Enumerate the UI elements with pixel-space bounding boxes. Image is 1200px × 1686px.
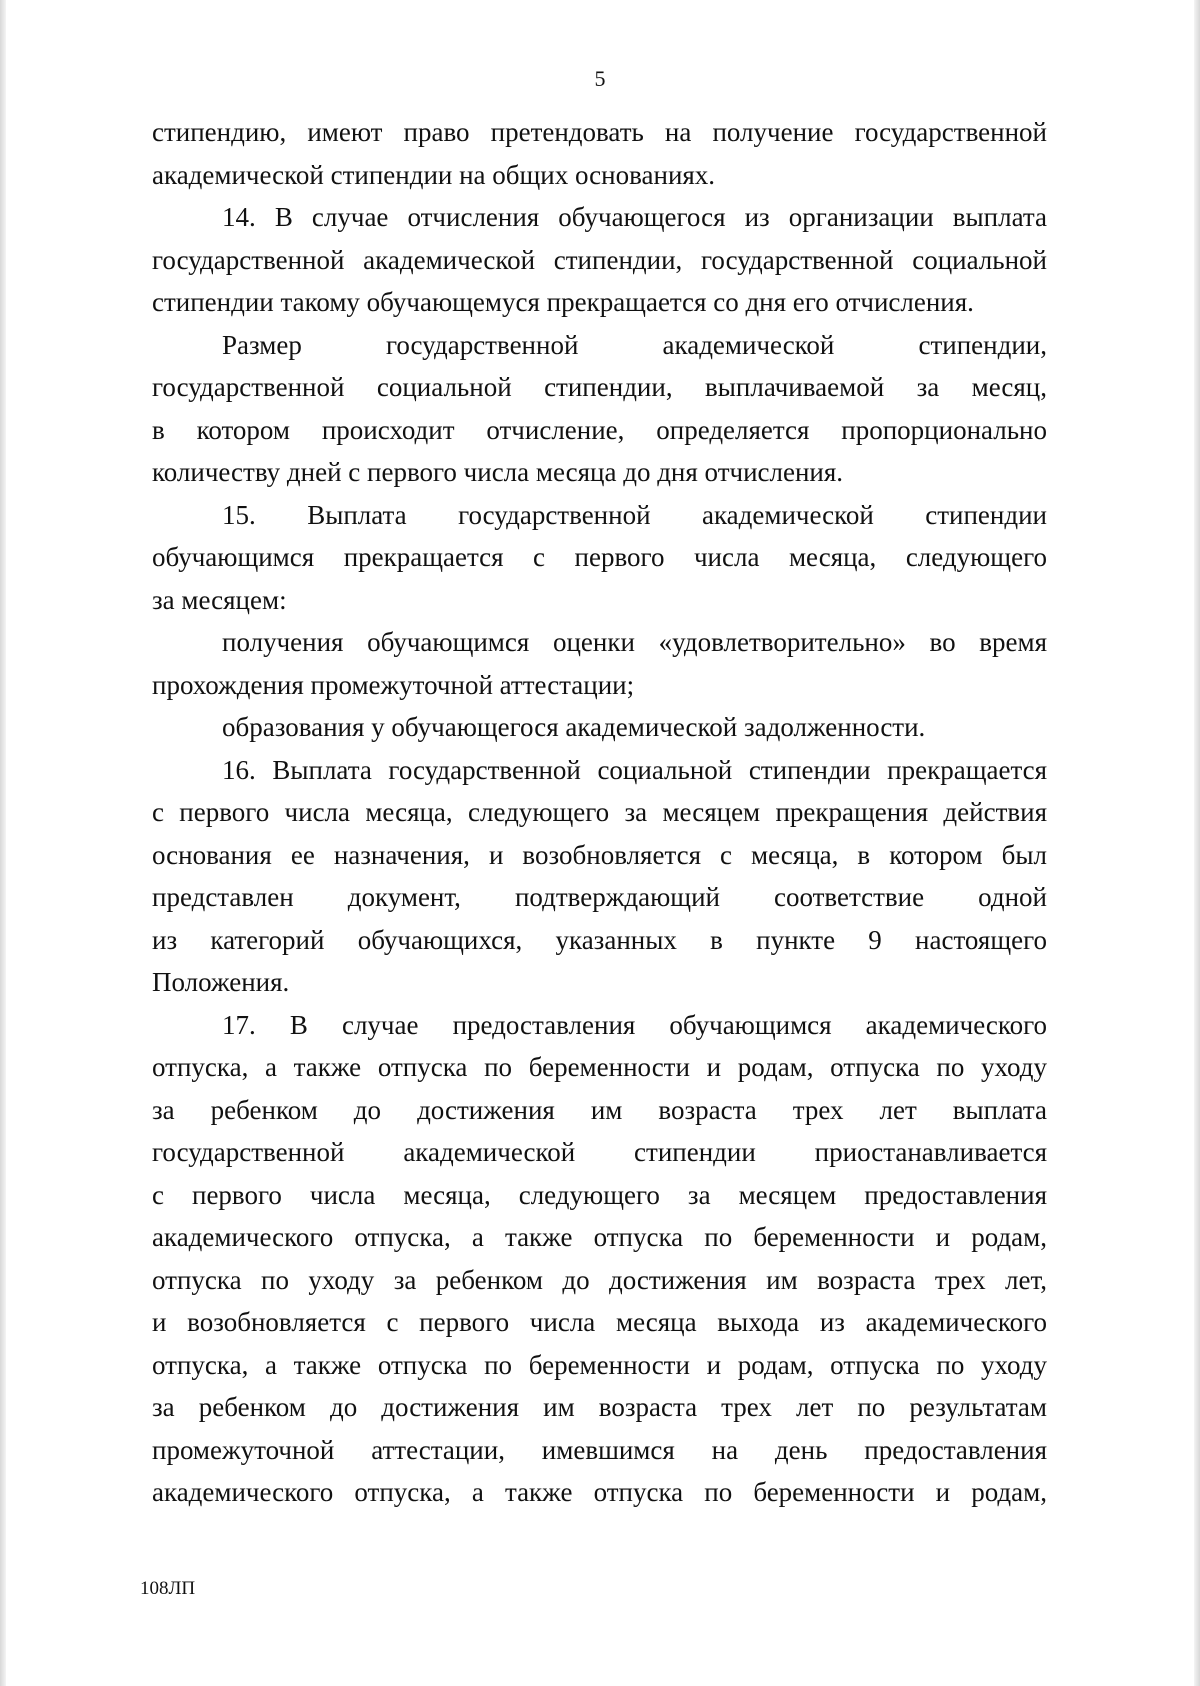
paragraph xyxy=(152,706,1047,749)
text-line: академического отпуска, а также отпуска по беременности и родам, xyxy=(152,1222,1047,1252)
paragraph xyxy=(152,324,1047,494)
paragraph xyxy=(152,1004,1047,1514)
text-line: 17. В случае предоставления обучающимся академического xyxy=(222,1009,1047,1040)
scan-left-edge xyxy=(0,0,6,1686)
page-number: 5 xyxy=(594,66,606,91)
document-body xyxy=(152,111,1047,1514)
text-line: за ребенком до достижения им возраста трех лет выплата xyxy=(152,1094,1047,1125)
text-line: обучающимся прекращается с первого числа месяца, следующего xyxy=(152,542,1047,572)
paragraph xyxy=(152,196,1047,324)
text-line: государственной академической стипендии приостанавливается xyxy=(152,1137,1047,1167)
paragraph xyxy=(152,494,1047,622)
text-line: в котором происходит отчисление, определяется пропорционально xyxy=(152,414,1047,445)
text-line: получения обучающимся оценки «удовлетворительно» во время xyxy=(222,627,1047,657)
paragraph xyxy=(152,749,1047,1004)
text-line: основания ее назначения, и возобновляется с месяца, в котором был xyxy=(152,839,1047,870)
paragraph xyxy=(152,621,1047,706)
text-line: количеству дней с первого числа месяца до дня отчисления. xyxy=(152,457,844,487)
text-line: прохождения промежуточной аттестации; xyxy=(152,669,635,700)
text-line: отпуска, а также отпуска по беременности и родам, отпуска по уходу xyxy=(152,1349,1047,1380)
text-line: отпуска, а также отпуска по беременности и родам, отпуска по уходу xyxy=(152,1052,1047,1082)
text-line: с первого числа месяца, следующего за месяцем предоставления xyxy=(152,1179,1047,1210)
text-line: академического отпуска, а также отпуска по беременности и родам, xyxy=(152,1477,1047,1507)
text-line: отпуска по уходу за ребенком до достижения им возраста трех лет, xyxy=(152,1264,1047,1295)
text-line: 15. Выплата государственной академической стипендии xyxy=(222,499,1047,530)
text-line: и возобновляется с первого числа месяца выхода из академического xyxy=(152,1307,1047,1337)
text-line: стипендию, имеют право претендовать на получение государственной xyxy=(152,117,1047,147)
text-line: за ребенком до достижения им возраста трех лет по результатам xyxy=(152,1392,1047,1422)
text-line: 16. Выплата государственной социальной стипендии прекращается xyxy=(222,754,1047,785)
text-line: государственной социальной стипендии, выплачиваемой за месяц, xyxy=(152,372,1047,402)
text-line: за месяцем: xyxy=(152,584,287,615)
text-line: академической стипендии на общих основаниях. xyxy=(152,159,716,190)
text-line: образования у обучающегося академической задолженности. xyxy=(222,712,926,742)
text-line: 14. В случае отчисления обучающегося из организации выплата xyxy=(222,202,1047,232)
text-line: Положения. xyxy=(152,967,290,997)
text-line: Размер государственной академической стипендии, xyxy=(222,329,1047,360)
text-line: из категорий обучающихся, указанных в пункте 9 настоящего xyxy=(152,924,1047,955)
text-line: стипендии такому обучающемуся прекращается со дня его отчисления. xyxy=(152,287,974,317)
scan-right-edge xyxy=(1194,0,1200,1686)
text-line: с первого числа месяца, следующего за месяцем прекращения действия xyxy=(152,797,1047,827)
text-line: государственной академической стипендии, государственной социальной xyxy=(152,244,1047,275)
text-line: промежуточной аттестации, имевшимся на день предоставления xyxy=(152,1434,1047,1465)
footer-code: 108ЛП xyxy=(140,1578,196,1599)
paragraph xyxy=(152,111,1047,196)
text-line: представлен документ, подтверждающий соответствие одной xyxy=(152,882,1047,912)
